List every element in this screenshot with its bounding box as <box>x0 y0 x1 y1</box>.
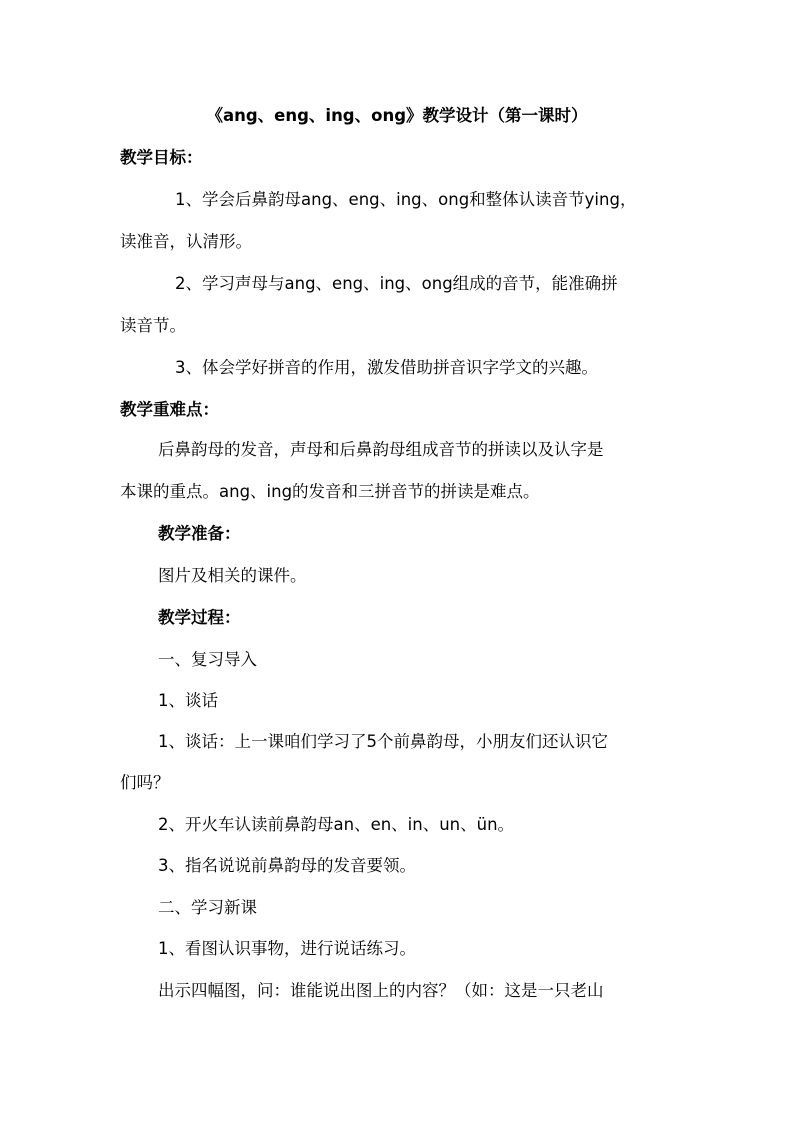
section-2-title: 二、学习新课 <box>158 898 257 917</box>
preparation-text: 图片及相关的课件。 <box>158 566 307 585</box>
key-points-line-1: 后鼻韵母的发音，声母和后鼻韵母组成音节的拼读以及认字是 <box>158 440 604 459</box>
objective-2-line-1: 2、学习声母与ang、eng、ing、ong组成的音节，能准确拼 <box>175 274 618 293</box>
section-1-talk-line-1: 1、谈话：上一课咱们学习了5个前鼻韵母，小朋友们还认识它 <box>158 732 608 751</box>
section-1-item-3: 3、指名说说前鼻韵母的发音要领。 <box>158 856 416 875</box>
preparation-heading: 教学准备： <box>158 524 241 543</box>
objective-1-line-1: 1、学会后鼻韵母ang、eng、ing、ong和整体认读音节ying， <box>175 190 637 209</box>
objective-2-line-2: 读音节。 <box>120 316 186 335</box>
section-1-talk-line-2: 们吗？ <box>120 773 170 792</box>
section-2-item-1: 1、看图认识事物，进行说话练习。 <box>158 939 416 958</box>
objectives-heading: 教学目标： <box>120 148 203 167</box>
key-points-line-2: 本课的重点。ang、ing的发音和三拼音节的拼读是难点。 <box>120 482 540 501</box>
section-1-title: 一、复习导入 <box>158 650 257 669</box>
objective-3: 3、体会学好拼音的作用，激发借助拼音识字学文的兴趣。 <box>175 358 598 377</box>
section-1-item-2: 2、开火车认读前鼻韵母an、en、in、un、ün。 <box>158 815 515 834</box>
process-heading: 教学过程： <box>158 608 241 627</box>
section-2-text-line-1: 出示四幅图，问：谁能说出图上的内容？（如：这是一只老山 <box>158 981 604 1000</box>
key-points-heading: 教学重难点： <box>120 400 219 419</box>
objective-1-line-2: 读准音，认清形。 <box>120 232 252 251</box>
document-title: 《ang、eng、ing、ong》教学设计（第一课时） <box>206 106 588 125</box>
section-1-item-label: 1、谈话 <box>158 691 218 710</box>
